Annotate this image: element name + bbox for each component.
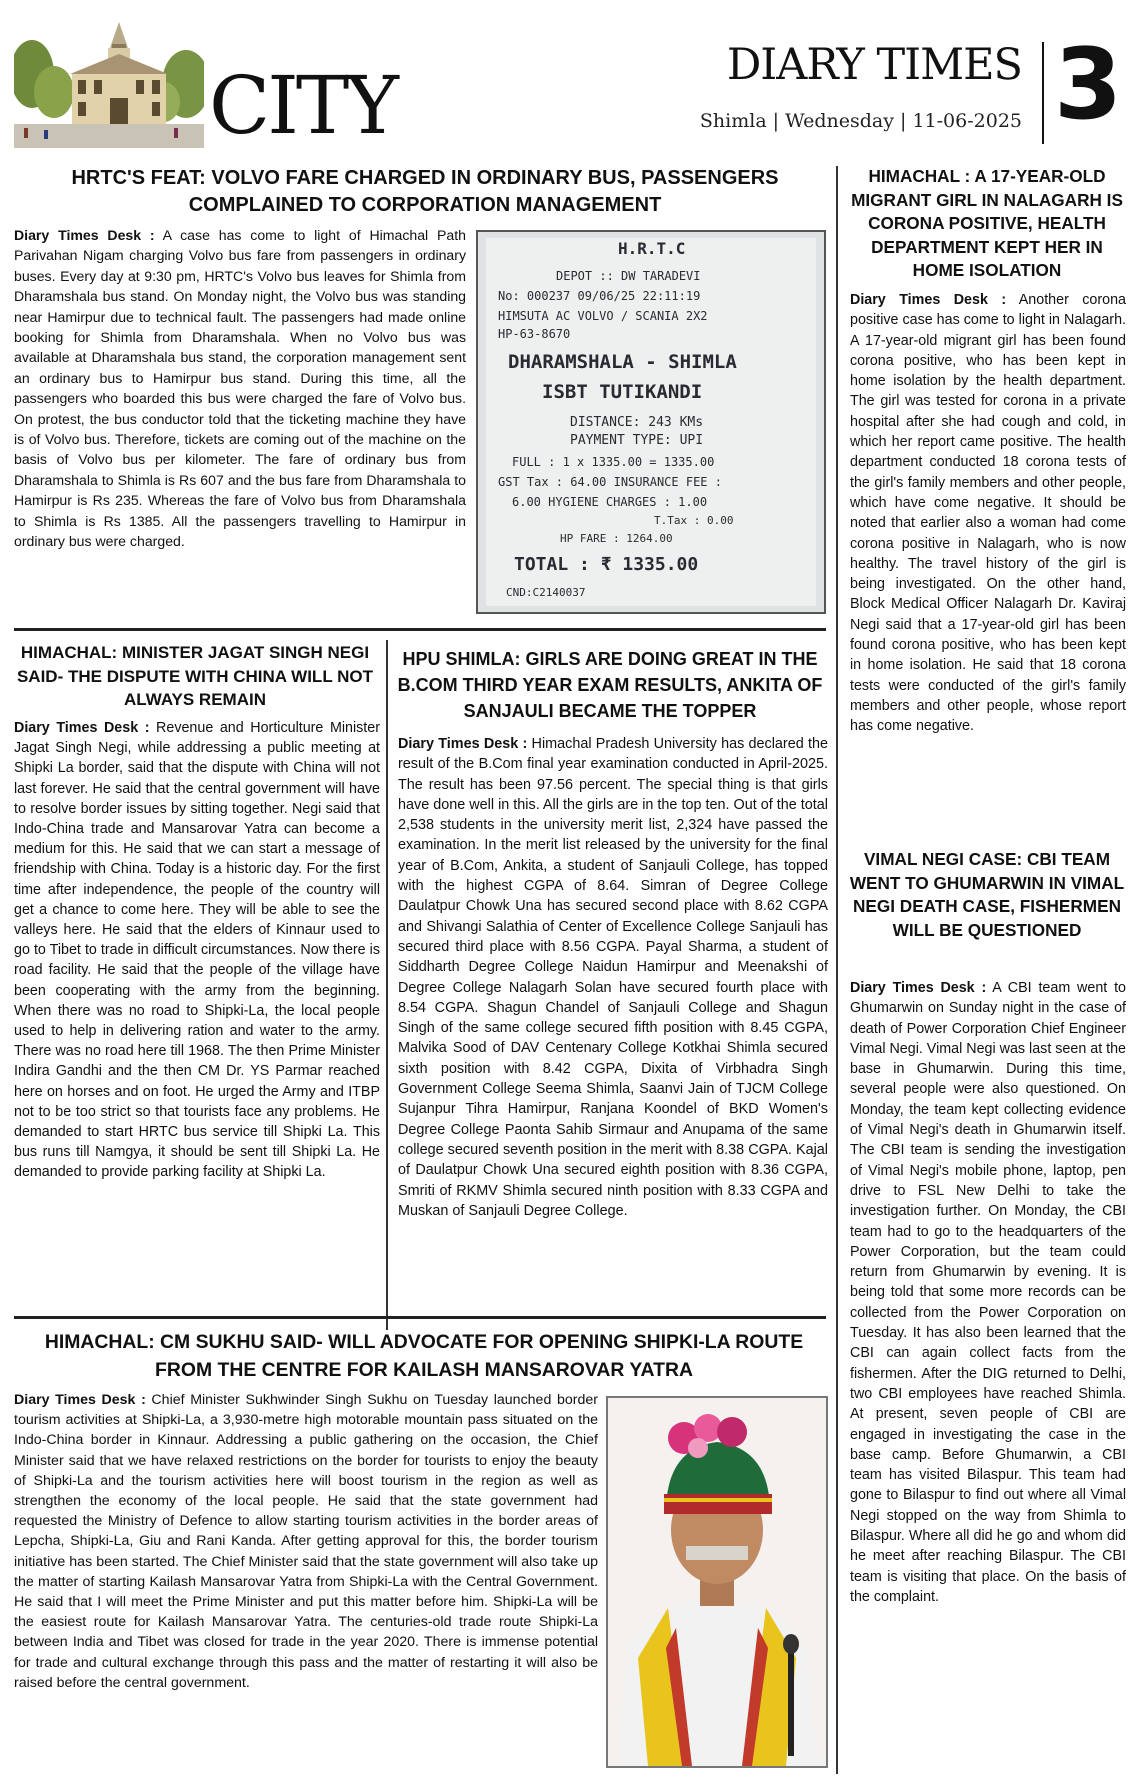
story-jagat-negi-text: Revenue and Horticulture Minister Jagat Singh Negi, while addressing a public meeting at Shipki La border, said that the dispute with China will not last forever. He said that the central government will have to resolve border issues by sitting together. Negi said that Indo-China trade and Mansarovar Yatra can become a medium for this. He said that we can start a message of friendship with China. Today is a historic day. For the first time after independence, the people of the country will get a chance to come here. They will be able to see the valleys here. He said that the elders of Kinnaur used to go to Tibet to trade in difficult circumstances. Now there is road facility. He said that the people of the village have been cooperating with the army from the beginning. When there was no road to Shipki-La, the local people used to help in delivering ration and water to the army. There was no road here till 1968. The then Prime Minister Indira Gandhi and the then CM Dr. YS Parmar reached here on horses and on foot. He urged the Army and ITBP not to be too strict so that tourists face any problems. He demanded to start HRTC bus service till Shipki La. This bus runs till Namgya, it should be sent till Shipki La. He demanded to provide parking facility at Shipki La. [14, 720, 380, 1181]
story-nalagarh-text: Another corona positive case has come to light in Nalagarh. A 17-year-old migrant girl has been found corona positive, who has been kept in home isolation by the health department. The girl was tested for corona in a private hospital after she had cough and cold, in which her report came positive. The health department conducted 18 corona tests of the girl's family members and other people, which have come negative. It should be noted that earlier also a woman had come corona positive in Nalagarh, who is now healthy. The travel history of the girl is being investigated. On the other hand, Block Medical Officer Nalagarh Dr. Kaviraj Negi said that a 17-year-old girl has been found corona positive, who has been kept in home isolation. He said that 18 corona tests were conducted of the girl's family members and other people, whose report has come negative. [850, 292, 1126, 735]
story-hrtc-text: A case has come to light of Himachal Path Parivahan Nigam charging Volvo bus fare from passengers in ordinary buses. Every day at 9:30 pm, HRTC's Volvo bus leaves for Shimla from Dharamshala bus stand. On Monday night, the Volvo bus was standing near Hamirpur due to technical fault. The passengers had made online booking for Shimla from Dharamshala. When no Volvo bus was available at Dharamshala bus stand, the corporation management sent an ordinary bus to Hamirpur bus stand. During this time, all the passengers who boarded this bus were charged the fare of Volvo bus. On protest, the bus conductor told that the ticketing machine they have is of Volvo bus. Therefore, tickets are coming out of the machine on the basis of Volvo bus per kilometer. The fare of ordinary bus from Dharamshala to Shimla is Rs 607 and the bus fare from Dharamshala to Hamirpur is Rs 235. Whereas the fare of Volvo bus from Dharamshala to Shimla is Rs 1385. All the passengers travelling to Hamirpur in ordinary bus were charged. [14, 227, 467, 550]
column-divider-middle [386, 640, 388, 1330]
ticket-line-4: HIMSUTA AC VOLVO / SCANIA 2X2 [498, 309, 708, 323]
masthead-divider [1042, 42, 1044, 144]
story-jagat-negi-dateline: Diary Times Desk : [14, 720, 150, 736]
ticket-line-11: GST Tax : 64.00 INSURANCE FEE : [498, 475, 722, 489]
story-sukhu-text: Chief Minister Sukhwinder Singh Sukhu on Tuesday launched border tourism activities at Shipki-La, a 3,930-metre high motorable mountain pass situated on the Indo-China border in Kinnaur. Addressing a public gathering on the occasion, the Chief Minister said that we have relaxed restrictions on the border for tourists to enjoy the beauty of Shipki-La and the tourism activities here will boost tourism in the region as well as strengthen the economy of the local people. He said that the state government had requested the Ministry of Defence to allow starting tourism activities in the border areas of Lepcha, Shipki-La, Giu and Rani Kanda. After getting approval for this, the border tourism initiative has been started. The Chief Minister said that the state government will also take up the matter of starting Kailash Mansarovar Yatra from Shipki-La with the Central Government. He said that I will meet the Prime Minister and put this matter before him. Shipki-La will be the easiest route for Kailash Mansarovar Yatra. The centuries-old trade route Shipki-La between India and Tibet was closed for trade in the year 2020. There is immense potential for trade and cultural exchange through this pass and the matter of restarting it will also be raised before the central government. [14, 1392, 598, 1691]
ticket-line-2: DEPOT :: DW TARADEVI [556, 269, 701, 283]
story-hrtc-dateline: Diary Times Desk : [14, 227, 155, 243]
story-sukhu-headline: HIMACHAL: CM SUKHU SAID- WILL ADVOCATE FOR OPENING SHIPKI-LA ROUTE FROM THE CENTRE FOR KAILASH MANSAROVAR YATRA [44, 1331, 804, 1381]
bus-ticket-photo [476, 230, 826, 614]
section-divider-2 [14, 1316, 826, 1319]
section-title: CITY [209, 59, 396, 152]
story-nalagarh-body [850, 290, 1126, 737]
masthead [14, 14, 1126, 162]
ticket-line-14: HP FARE : 1264.00 [560, 532, 673, 545]
story-jagat-negi-headline: HIMACHAL: MINISTER JAGAT SINGH NEGI SAID- THE DISPUTE WITH CHINA WILL NOT ALWAYS REMAIN [16, 643, 374, 710]
ticket-line-16: CND:C2140037 [506, 586, 586, 599]
story-jagat-negi-body [14, 718, 380, 1183]
ticket-line-15: TOTAL : ₹ 1335.00 [514, 554, 699, 575]
story-hrtc-headline: HRTC'S FEAT: VOLVO FARE CHARGED IN ORDINARY BUS, PASSENGERS COMPLAINED TO CORPORATION MANAGEMENT [71, 167, 779, 216]
masthead-building-photo [14, 14, 204, 148]
edition-dateline: Shimla | Wednesday | 11-06-2025 [699, 110, 1022, 132]
page-number: 3 [1054, 28, 1123, 142]
story-vimal-negi-headline: VIMAL NEGI CASE: CBI TEAM WENT TO GHUMARWIN IN VIMAL NEGI DEATH CASE, FISHERMEN WILL BE QUESTIONED [849, 849, 1125, 940]
story-hpu-text: Himachal Pradesh University has declared the result of the B.Com final year examination conducted in April-2025. The result has been 97.56 percent. The special thing is that girls have done well in this. All the girls are in the top ten. Out of the total 2,538 students in the university merit list, 2,324 have passed the examination. In the merit list released by the university for the final year of B.Com, Ankita, a student of Sanjauli College, has topped with the highest CGPA of 8.64. Simran of Degree College Daulatpur Chowk Una has secured second place with 8.62 CGPA and Shivangi Salathia of Center of Excellence College Sanjauli has secured third place with 8.56 CGPA. Payal Sharma, a student of Siddharth Degree College Naidun Hamirpur and Meenakshi of Degree College Nalagarh Solan have secured fourth place with 8.54 CGPA. Shagun Chandel of Sanjauli College and Shagun Singh of the same college secured fifth position with 8.45 CGPA, Malvika Sood of DAV Centenary College Kotkhai Shimla secured sixth position with 8.42 CGPA, Dixita of Virbhadra Singh Government College Seema Shimla, Saanvi Jain of TJCM College Sujanpur Tihra Hamirpur, Ranjana Koondel of BKD Women's Degree College Paonta Sahib Sirmaur and Anupama of the same college secured seventh position in the merit with 8.38 CGPA. Kajal of Daulatpur Chowk Una secured eighth position with 8.36 CGPA, Smriti of RKMV Shimla secured ninth position with 8.33 CGPA and Muskan of Sanjauli Degree College. [398, 736, 828, 1219]
story-hpu-headline: HPU SHIMLA: GIRLS ARE DOING GREAT IN THE B.COM THIRD YEAR EXAM RESULTS, ANKITA OF SANJAULI BECAME THE TOPPER [397, 649, 823, 721]
story-hrtc-body [14, 225, 466, 552]
story-nalagarh-dateline: Diary Times Desk : [850, 292, 1007, 308]
ticket-line-1: H.R.T.C [618, 239, 686, 258]
ticket-line-6: DHARAMSHALA - SHIMLA [508, 351, 737, 373]
chief-minister-photo [606, 1396, 828, 1768]
ticket-line-5: HP-63-8670 [498, 327, 571, 341]
ticket-receipt [478, 232, 824, 612]
ticket-line-8: DISTANCE: 243 KMs [570, 415, 704, 430]
story-vimal-negi-body [850, 978, 1126, 1607]
section-divider-1 [14, 628, 826, 631]
story-sukhu-dateline: Diary Times Desk : [14, 1392, 146, 1408]
ticket-line-7: ISBT TUTIKANDI [542, 381, 703, 403]
ticket-line-9: PAYMENT TYPE: UPI [570, 433, 704, 448]
column-divider-right [836, 166, 838, 1774]
story-hpu-body [398, 734, 828, 1221]
story-sukhu-body [14, 1390, 598, 1693]
ticket-line-3: No: 000237 09/06/25 22:11:19 [498, 289, 701, 303]
story-nalagarh-headline: HIMACHAL : A 17-YEAR-OLD MIGRANT GIRL IN NALAGARH IS CORONA POSITIVE, HEALTH DEPARTMENT KEPT HER IN HOME ISOLATION [851, 166, 1123, 281]
story-vimal-negi-text: A CBI team went to Ghumarwin on Sunday night in the case of death of Power Corporation Chief Engineer Vimal Negi. Vimal Negi was last seen at the base in Ghumarwin. During this time, several people were also questioned. On Monday, the team kept collecting evidence of Vimal Negi's death in Ghumarwin itself. The CBI team is sending the investigation of Vimal Negi's mobile phone, laptop, pen drive to FSL New Delhi to take the investigation further. On Monday, the CBI team had to go to the headquarters of the Power Corporation, but the team could return from Ghumarwin by evening. It is being told that some more records can be collected from the Power Corporation on Tuesday. It has also been learned that the CBI can again collect facts from the fishermen. After the DIG returned to Delhi, two CBI employees have reached Shimla. At present, seven people of CBI are engaged in investigating the case in the base camp. Before Ghumarwin, a CBI team has visited Bilaspur. This team had gone to Bilaspur to find out where all Vimal Negi stopped on the way from Shimla to Bilaspur. Where all did he go and whom did he meet after reaching Bilaspur. The CBI team is visiting that place. On the basis of the complaint. [850, 980, 1127, 1605]
newspaper-brand: DIARY TIMES [726, 40, 1022, 90]
ticket-line-13: T.Tax : 0.00 [654, 514, 734, 527]
ticket-line-12: 6.00 HYGIENE CHARGES : 1.00 [512, 495, 708, 509]
story-hpu-dateline: Diary Times Desk : [398, 736, 528, 752]
ticket-line-10: FULL : 1 x 1335.00 = 1335.00 [512, 455, 715, 469]
story-vimal-negi-dateline: Diary Times Desk : [850, 980, 987, 996]
